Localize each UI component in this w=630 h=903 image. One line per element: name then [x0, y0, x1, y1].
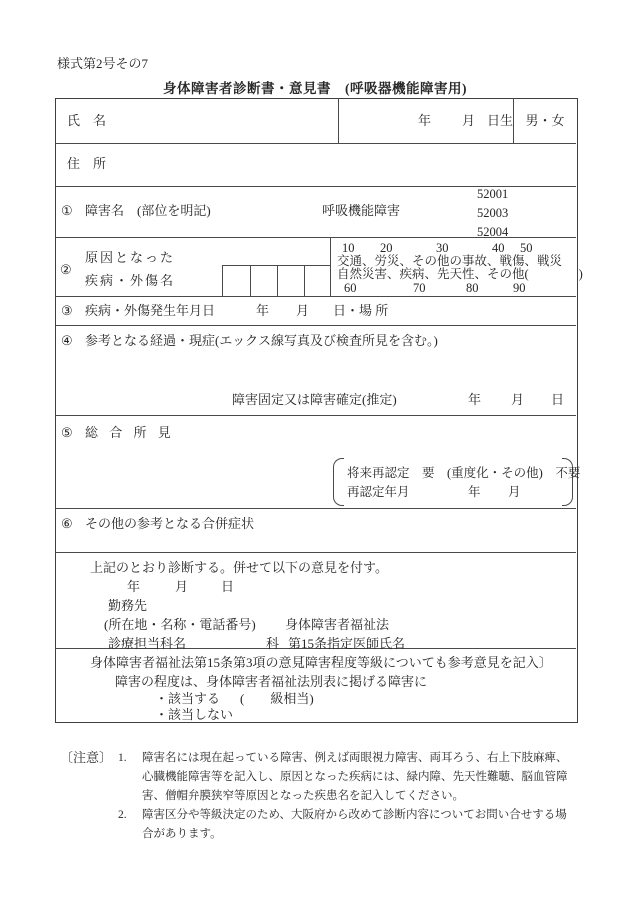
section4-year: 年 — [468, 392, 482, 407]
code-box-divider — [277, 266, 278, 297]
doctor-name-label: 第15条指定医師氏名 — [288, 636, 406, 651]
cause-list-line1: 交通、労災、その他の事故、戦傷、戦災 — [337, 254, 563, 268]
cause-code-boxes — [222, 265, 331, 297]
cause-code-70: 70 — [413, 281, 426, 295]
code-box-divider — [250, 266, 251, 297]
section1-code-1: 52001 — [477, 187, 509, 201]
row-divider — [55, 415, 576, 416]
workplace-label: 勤務先 — [108, 598, 148, 613]
note1-number: 1. — [118, 752, 127, 764]
sex-label: 男・女 — [525, 113, 565, 128]
section2-number: ② — [60, 262, 72, 277]
section6-number: ⑥ — [61, 516, 73, 531]
cause-code-40: 40 — [492, 241, 505, 255]
note1-line3: 害、僧帽弁膜狭窄等原因となった疾患名を記入してください。 — [142, 790, 464, 802]
section3-day-place: 日・場 所 — [333, 303, 389, 318]
row-divider — [55, 143, 576, 144]
section3-number: ③ — [61, 303, 73, 318]
left-bracket — [333, 458, 344, 506]
note2-number: 2. — [118, 809, 127, 821]
section4-month: 月 — [511, 392, 525, 407]
opinion-line1: 障害の程度は、身体障害者福祉法別表に掲げる障害に — [115, 674, 428, 689]
section1-code-3: 52004 — [477, 225, 509, 239]
form-title: 身体障害者診断書・意見書 (呼吸器機能障害用) — [163, 81, 467, 96]
section6-label: その他の参考となる合併症状 — [85, 516, 255, 531]
diagnosis-statement: 上記のとおり診断する。併せて以下の意見を付す。 — [90, 560, 388, 575]
recert-label: 再認定年月 — [347, 485, 410, 499]
cause-code-90: 90 — [513, 281, 526, 295]
opinion-option-applicable: ・該当する — [155, 691, 221, 706]
note1-line1: 障害名には現在起っている障害、例えば両眼視力障害、両耳ろう、右上下肢麻痺、 — [142, 752, 568, 764]
workplace-sub-label: (所在地・名称・電話番号) — [104, 617, 256, 632]
section2-label-line2: 疾病・外傷名 — [85, 273, 176, 288]
cause-code-50: 50 — [520, 241, 533, 255]
section5-label: 総 合 所 見 — [85, 425, 175, 440]
opinion-option-not-applicable: ・該当しない — [155, 707, 234, 722]
note2-line2: 合があります。 — [142, 828, 222, 840]
section4-number: ④ — [61, 333, 73, 348]
birth-year-label: 年 — [418, 113, 432, 128]
name-label: 氏 名 — [67, 113, 107, 128]
law-label: 身体障害者福祉法 — [285, 617, 390, 632]
cause-code-80: 80 — [466, 281, 479, 295]
form-number: 様式第2号その7 — [57, 56, 149, 71]
opinion-note: 〔障害程度等級についても参考意見を記入〕 — [292, 655, 552, 670]
cause-code-60: 60 — [344, 281, 357, 295]
section3-month: 月 — [296, 303, 310, 318]
note1-line2: 心臓機能障害等を記入し、原因となった疾病には、緑内障、先天性難聴、脳血管障 — [142, 771, 568, 783]
section5-number: ⑤ — [61, 425, 73, 440]
department-label: 診療担当科名 — [108, 636, 187, 651]
department-suffix: 科 — [266, 636, 280, 651]
section1-number: ① — [61, 203, 73, 218]
section1-code-2: 52003 — [477, 206, 509, 220]
section2-label-line1: 原因となった — [85, 250, 176, 265]
section1-label: 障害名 (部位を明記) — [85, 203, 211, 218]
cause-code-30: 30 — [436, 241, 449, 255]
code-box-divider — [304, 266, 305, 297]
note2-line1: 障害区分や等級決定のため、大阪府から改めて診断内容についてお問い合せする場 — [142, 809, 567, 821]
recert-year: 年 — [468, 485, 481, 499]
section4-label: 参考となる経過・現症(エックス線写真及び検査所見を含む。) — [85, 333, 438, 348]
notes-label: 〔注意〕 — [60, 750, 113, 765]
cause-code-20: 20 — [380, 241, 393, 255]
row-divider — [55, 552, 576, 553]
recert-line1: 将来再認定 要 (重度化・その他) 不要 — [347, 466, 581, 480]
section3-year: 年 — [256, 303, 270, 318]
section1-value: 呼吸機能障害 — [322, 203, 401, 218]
section4-day: 日 — [551, 392, 565, 407]
diagnosis-year: 年 — [127, 579, 141, 594]
row-divider — [55, 325, 576, 326]
birth-month-label: 月 — [462, 113, 476, 128]
row-divider — [55, 508, 576, 509]
birth-day-label: 日生 — [487, 113, 514, 128]
diagnosis-day: 日 — [221, 579, 235, 594]
diagnosis-month: 月 — [175, 579, 189, 594]
recert-month: 月 — [508, 485, 521, 499]
cause-list-line2: 自然災害、疾病、先天性、その他( ) — [337, 267, 583, 281]
opinion-title: 身体障害者福祉法第15条第3項の意見 — [90, 655, 305, 670]
cell-divider — [338, 98, 339, 143]
section4-fixed-label: 障害固定又は障害確定(推定) — [232, 392, 397, 407]
cause-code-10: 10 — [342, 241, 355, 255]
section3-label: 疾病・外傷発生年月日 — [85, 303, 216, 318]
address-label: 住 所 — [67, 156, 107, 171]
opinion-grade-suffix: ( 級相当) — [240, 691, 314, 706]
